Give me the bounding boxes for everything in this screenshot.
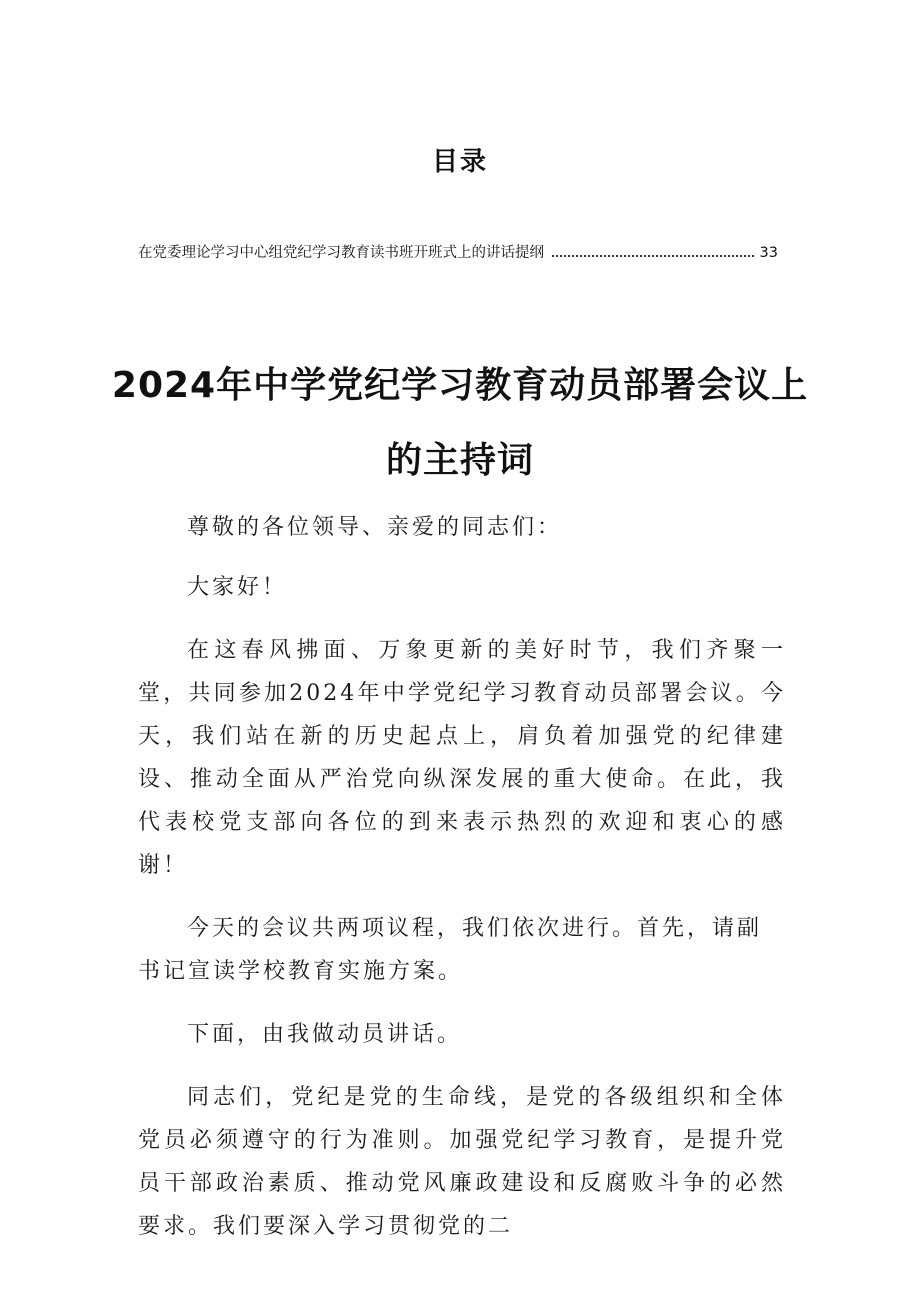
salutation: 尊敬的各位领导、亲爱的同志们： xyxy=(187,515,563,540)
toc-entry[interactable] xyxy=(138,241,778,265)
document-title-line-2: 的主持词 xyxy=(385,440,534,481)
body-paragraph: 在这春风拂面、万象更新的美好时节，我们齐聚一堂，共同参加2024年中学党纪学习教育动员部署会议。今天，我们站在新的历史起点上，肩负着加强党的纪律建设、推动全面从严治党向纵深发展的重大使命。在此，我代表校党支部向各位的到来表示热烈的欢迎和衷心的感谢！ xyxy=(138,638,786,878)
greeting: 大家好！ xyxy=(187,575,288,600)
body-paragraph: 今天的会议共两项议程，我们依次进行。首先，请副 xyxy=(187,916,763,941)
toc-dot-leader xyxy=(552,254,754,257)
toc-entry-page-number[interactable]: 33 xyxy=(759,245,778,261)
toc-heading: 目录 xyxy=(431,147,488,177)
body-paragraph: 下面，由我做动员讲话。 xyxy=(187,1022,463,1047)
document-title xyxy=(100,348,820,498)
toc-entry-title[interactable]: 在党委理论学习中心组党纪学习教育读书班开班式上的讲话提纲 xyxy=(138,245,544,261)
body-paragraph: 书记宣读学校教育实施方案。 xyxy=(138,959,464,984)
document-body xyxy=(138,506,786,1248)
document-title-line-1: 2024年中学党纪学习教育动员部署会议上 xyxy=(111,365,809,406)
body-paragraph: 同志们，党纪是党的生命线，是党的各级组织和全体党员必须遵守的行为准则。加强党纪学习教育，是提升党员干部政治素质、推动党风廉政建设和反腐败斗争的必然要求。我们要深入学习贯彻党的二 xyxy=(138,1085,786,1239)
